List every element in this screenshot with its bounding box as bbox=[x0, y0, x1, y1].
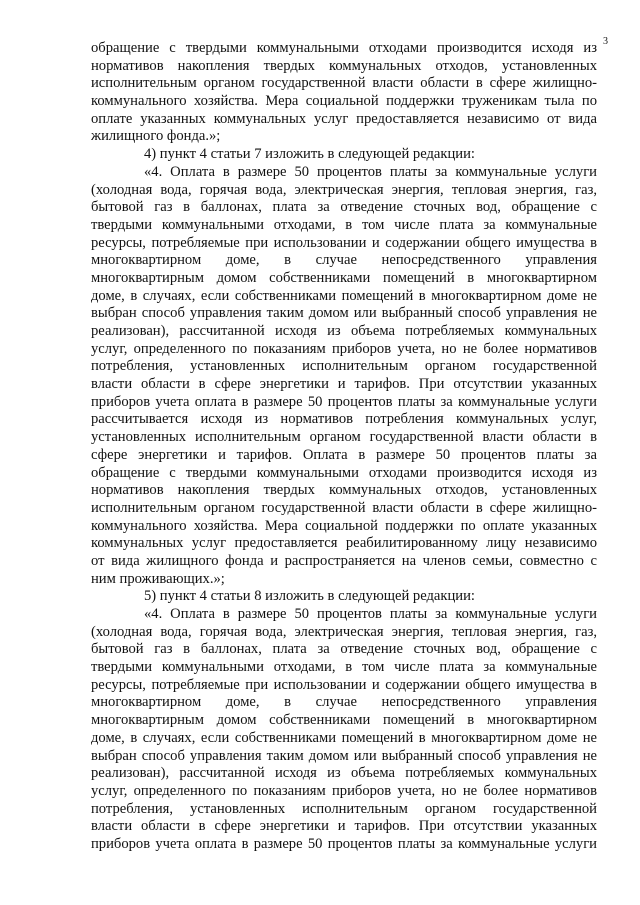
text-line: жилищного фонда.»; bbox=[91, 128, 221, 145]
text-line: многоквартирным домом собственниками помещений в многоквартирном bbox=[91, 712, 597, 729]
document-body bbox=[91, 40, 597, 854]
text-line: потребления, установленных исполнительным органом государственной bbox=[91, 358, 597, 375]
text-line: оплате указанных коммунальных услуг предоставляется независимо от вида bbox=[91, 110, 597, 127]
text-line: от вида жилищного фонда и распространяется на членов семьи, совместно с bbox=[91, 552, 597, 569]
text-line: ним проживающих.»; bbox=[91, 570, 225, 587]
text-line: ресурсы, потребляемые при использовании и содержании общего имущества в bbox=[91, 676, 597, 693]
text-line: твердыми коммунальными отходами, в том числе плата за коммунальные bbox=[91, 216, 597, 233]
text-line: услуг, определенного по показаниям приборов учета, но не более нормативов bbox=[91, 340, 597, 357]
text-line: многоквартирном доме, в случае непосредственного управления bbox=[91, 252, 597, 269]
text-line: бытовой газ в баллонах, плата за отведение сточных вод, обращение с bbox=[91, 641, 597, 658]
text-line: рассчитывается исходя из нормативов потребления коммунальных услуг, bbox=[91, 411, 597, 428]
text-line: твердыми коммунальными отходами, в том числе плата за коммунальные bbox=[91, 659, 597, 676]
text-line: нормативов накопления твердых коммунальных отходов, установленных bbox=[91, 482, 597, 499]
text-line: многоквартирным домом собственниками помещений в многоквартирном bbox=[91, 269, 597, 286]
text-line: приборов учета оплата в размере 50 процентов платы за коммунальные услуги bbox=[91, 835, 597, 852]
text-line: «4. Оплата в размере 50 процентов платы за коммунальные услуги bbox=[144, 606, 597, 622]
text-line: доме, в случаях, если собственниками помещений в многоквартирном доме не bbox=[91, 729, 597, 746]
text-line: выбран способ управления таким домом или выбранный способ управления не bbox=[91, 305, 597, 322]
text-line: исполнительным органом государственной власти области в сфере жилищно- bbox=[91, 499, 597, 516]
text-line: многоквартирном доме, в случае непосредственного управления bbox=[91, 694, 597, 711]
text-line: власти области в сфере энергетики и тарифов. При отсутствии указанных bbox=[91, 376, 597, 393]
text-line: реализован), рассчитанной исходя из объема потребляемых коммунальных bbox=[91, 323, 597, 339]
text-line: коммунального хозяйства. Мера социальной поддержки по оплате указанных bbox=[91, 517, 597, 534]
text-line: сфере энергетики и тарифов. Оплата в размере 50 процентов платы за bbox=[91, 446, 597, 463]
text-line: услуг, определенного по показаниям приборов учета, но не более нормативов bbox=[91, 782, 597, 799]
text-line: выбран способ управления таким домом или выбранный способ управления не bbox=[91, 747, 597, 764]
text-line: обращение с твердыми коммунальными отходами производится исходя из bbox=[91, 464, 597, 481]
text-line: исполнительным органом государственной власти области в сфере жилищно- bbox=[91, 75, 597, 92]
text-line: (холодная вода, горячая вода, электрическая энергия, тепловая энергия, газ, bbox=[91, 181, 597, 198]
text-line: приборов учета оплата в размере 50 процентов платы за коммунальные услуги bbox=[91, 393, 597, 410]
text-line: «4. Оплата в размере 50 процентов платы за коммунальные услуги bbox=[144, 163, 597, 180]
text-line: ресурсы, потребляемые при использовании и содержании общего имущества в bbox=[91, 234, 597, 251]
text-line: обращение с твердыми коммунальными отходами производится исходя из bbox=[91, 40, 597, 56]
text-line: (холодная вода, горячая вода, электрическая энергия, тепловая энергия, газ, bbox=[91, 623, 597, 640]
text-line: коммунальных услуг предоставляется реабилитированному лицу независимо bbox=[91, 535, 597, 552]
text-line: 4) пункт 4 статьи 7 изложить в следующей редакции: bbox=[144, 146, 475, 163]
text-line: коммунального хозяйства. Мера социальной поддержки труженикам тыла по bbox=[91, 93, 597, 110]
text-line: доме, в случаях, если собственниками помещений в многоквартирном доме не bbox=[91, 287, 597, 304]
text-line: 5) пункт 4 статьи 8 изложить в следующей редакции: bbox=[144, 588, 475, 605]
text-line: бытовой газ в баллонах, плата за отведение сточных вод, обращение с bbox=[91, 199, 597, 216]
text-line: установленных исполнительным органом государственной власти области в bbox=[91, 429, 597, 446]
text-line: потребления, установленных исполнительным органом государственной bbox=[91, 800, 597, 817]
page-number: 3 bbox=[603, 36, 608, 47]
text-line: реализован), рассчитанной исходя из объема потребляемых коммунальных bbox=[91, 765, 597, 782]
text-line: власти области в сфере энергетики и тарифов. При отсутствии указанных bbox=[91, 818, 597, 835]
text-line: нормативов накопления твердых коммунальных отходов, установленных bbox=[91, 57, 597, 74]
